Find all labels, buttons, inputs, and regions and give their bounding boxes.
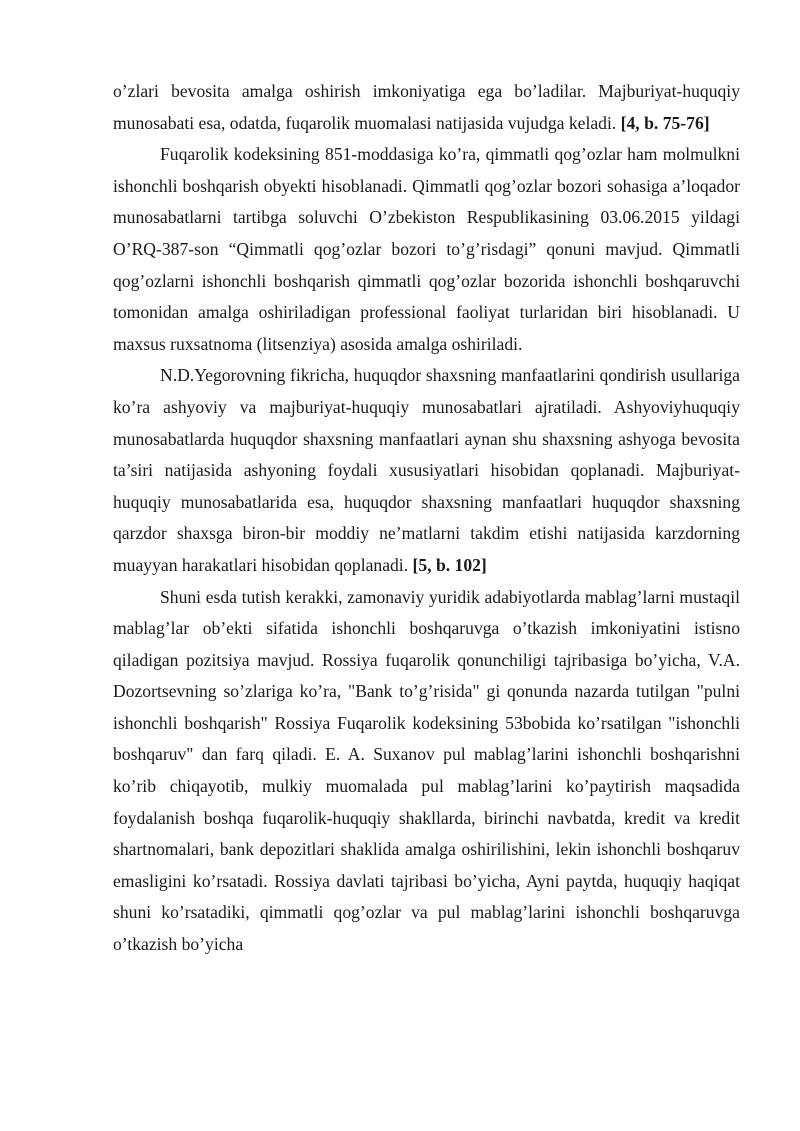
citation-2: [5, b. 102]	[412, 554, 487, 575]
paragraph-4-text: Shuni esda tutish kerakki, zamonaviy yuridik adabiyotlarda mablag’larni mustaqil mablag’lar ob’ekti sifatida ishonchli boshqaruvga o’tkazish imkoniyatini istisno qiladigan pozitsiya mavjud. Rossiya fuqarolik qonunchiligi tajribasiga bo’yicha, V.A. Dozortsevning so’zlariga ko’ra, "Bank to’g’risida" gi qonunda nazarda tutilgan "pulni ishonchli boshqarish" Rossiya Fuqarolik kodeksining 53bobida ko’rsatilgan "ishonchli boshqaruv" dan farq qiladi. E. A. Suxanov pul mablag’larini ishonchli boshqarishni ko’rib chiqayotib, mulkiy muomalada pul mablag’larini ko’paytirish maqsadida foydalanish boshqa fuqarolik-huquqiy shakllarda, birinchi navbatda, kredit va kredit shartnomalari, bank depozitlari shaklida amalga oshirilishini, lekin ishonchli boshqaruv emasligini ko’rsatadi. Rossiya davlati tajribasi bo’yicha, Ayni paytda, huquqiy haqiqat shuni ko’rsatadiki, qimmatli qog’ozlar va pul mablag’larini ishonchli boshqaruvga o’tkazish bo’yicha	[113, 586, 740, 955]
paragraph-1-text: o’zlari bevosita amalga oshirish imkoniyatiga ega bo’ladilar. Majburiyat-huquqiy munosabati esa, odatda, fuqarolik muomalasi natijasida vujudga keladi.	[113, 81, 740, 133]
paragraph-4	[113, 582, 740, 961]
paragraph-3	[113, 360, 740, 581]
paragraph-1	[113, 76, 740, 139]
paragraph-2-text: Fuqarolik kodeksining 851-moddasiga ko’ra, qimmatli qog’ozlar ham molmulkni ishonchli boshqarish obyekti hisoblanadi. Qimmatli qog’ozlar bozori sohasiga a’loqador munosabatlarni tartibga soluvchi O’zbekiston Respublikasining 03.06.2015 yildagi O’RQ-387-son “Qimmatli qog’ozlar bozori to’g’risdagi” qonuni mavjud. Qimmatli qog’ozlarni ishonchli boshqarish qimmatli qog’ozlar bozorida ishonchli boshqaruvchi tomonidan amalga oshiriladigan professional faoliyat turlaridan biri hisoblanadi. U maxsus ruxsatnoma (litsenziya) asosida amalga oshiriladi.	[113, 144, 740, 354]
document-page	[113, 76, 740, 961]
paragraph-2	[113, 139, 740, 360]
citation-1: [4, b. 75-76]	[620, 112, 710, 133]
paragraph-3-text: N.D.Yegorovning fikricha, huquqdor shaxsning manfaatlarini qondirish usullariga ko’ra ashyoviy va majburiyat-huquqiy munosabatlari ajratiladi. Ashyoviyhuquqiy munosabatlarda huquqdor shaxsning manfaatlari aynan shu shaxsning ashyoga bevosita ta’siri natijasida ashyoning foydali xususiyatlari hisobidan qoplanadi. Majburiyat-huquqiy munosabatlarida esa, huquqdor shaxsning manfaatlari huquqdor shaxsning qarzdor shaxsga biron-bir moddiy ne’matlarni takdim etishi natijasida karzdorning muayyan harakatlari hisobidan qoplanadi.	[113, 365, 740, 575]
